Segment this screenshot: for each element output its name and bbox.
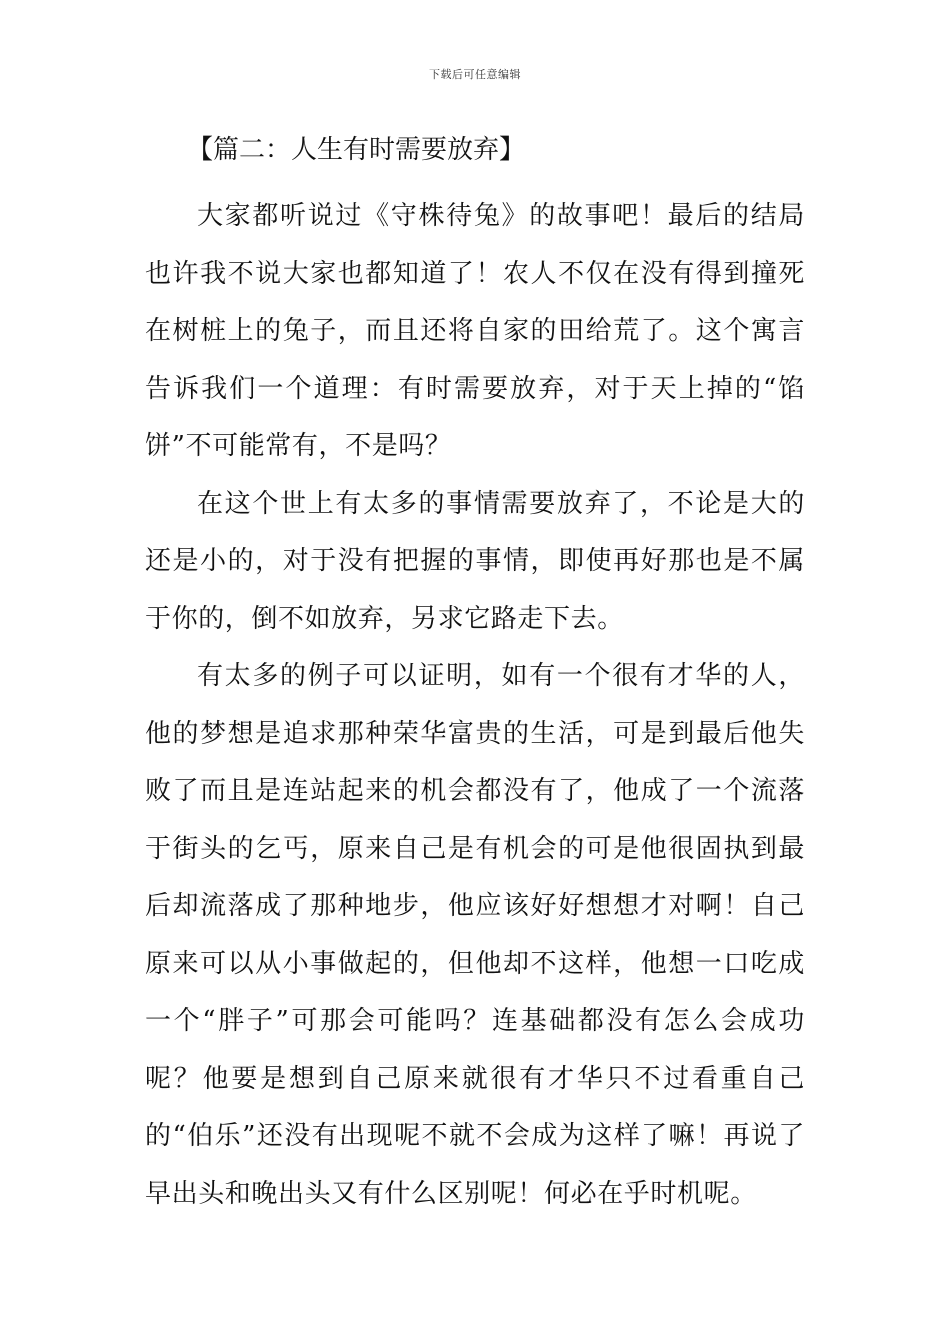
page-header-note: 下载后可任意编辑 <box>429 68 521 81</box>
section-title: 【篇二：人生有时需要放弃】 <box>187 135 526 165</box>
paragraph-3: 有太多的例子可以证明，如有一个很有才华的人，他的梦想是追求那种荣华富贵的生活，可是到最后他失败了而且是连站起来的机会都没有了，他成了一个流落于街头的乞丐，原来自己是有机会的可是他很固执到最后却流落成了那种地步，他应该好好想想才对啊！自己原来可以从小事做起的，但他却不这样，他想一口吃成一个“胖子”可那会可能吗？连基础都没有怎么会成功呢？他要是想到自己原来就很有才华只不过看重自己的“伯乐”还没有出现呢不就不会成为这样了嘛！再说了早出头和晚出头又有什么区别呢！何必在乎时机呢。 <box>145 661 805 1209</box>
document-body <box>145 130 805 1223</box>
paragraph-1: 大家都听说过《守株待兔》的故事吧！最后的结局也许我不说大家也都知道了！农人不仅在没有得到撞死在树桩上的兔子，而且还将自家的田给荒了。这个寓言告诉我们一个道理：有时需要放弃，对于天上掉的“馅饼”不可能常有，不是吗？ <box>145 201 805 461</box>
paragraph-2: 在这个世上有太多的事情需要放弃了，不论是大的还是小的，对于没有把握的事情，即使再好那也是不属于你的，倒不如放弃，另求它路走下去。 <box>145 488 805 634</box>
